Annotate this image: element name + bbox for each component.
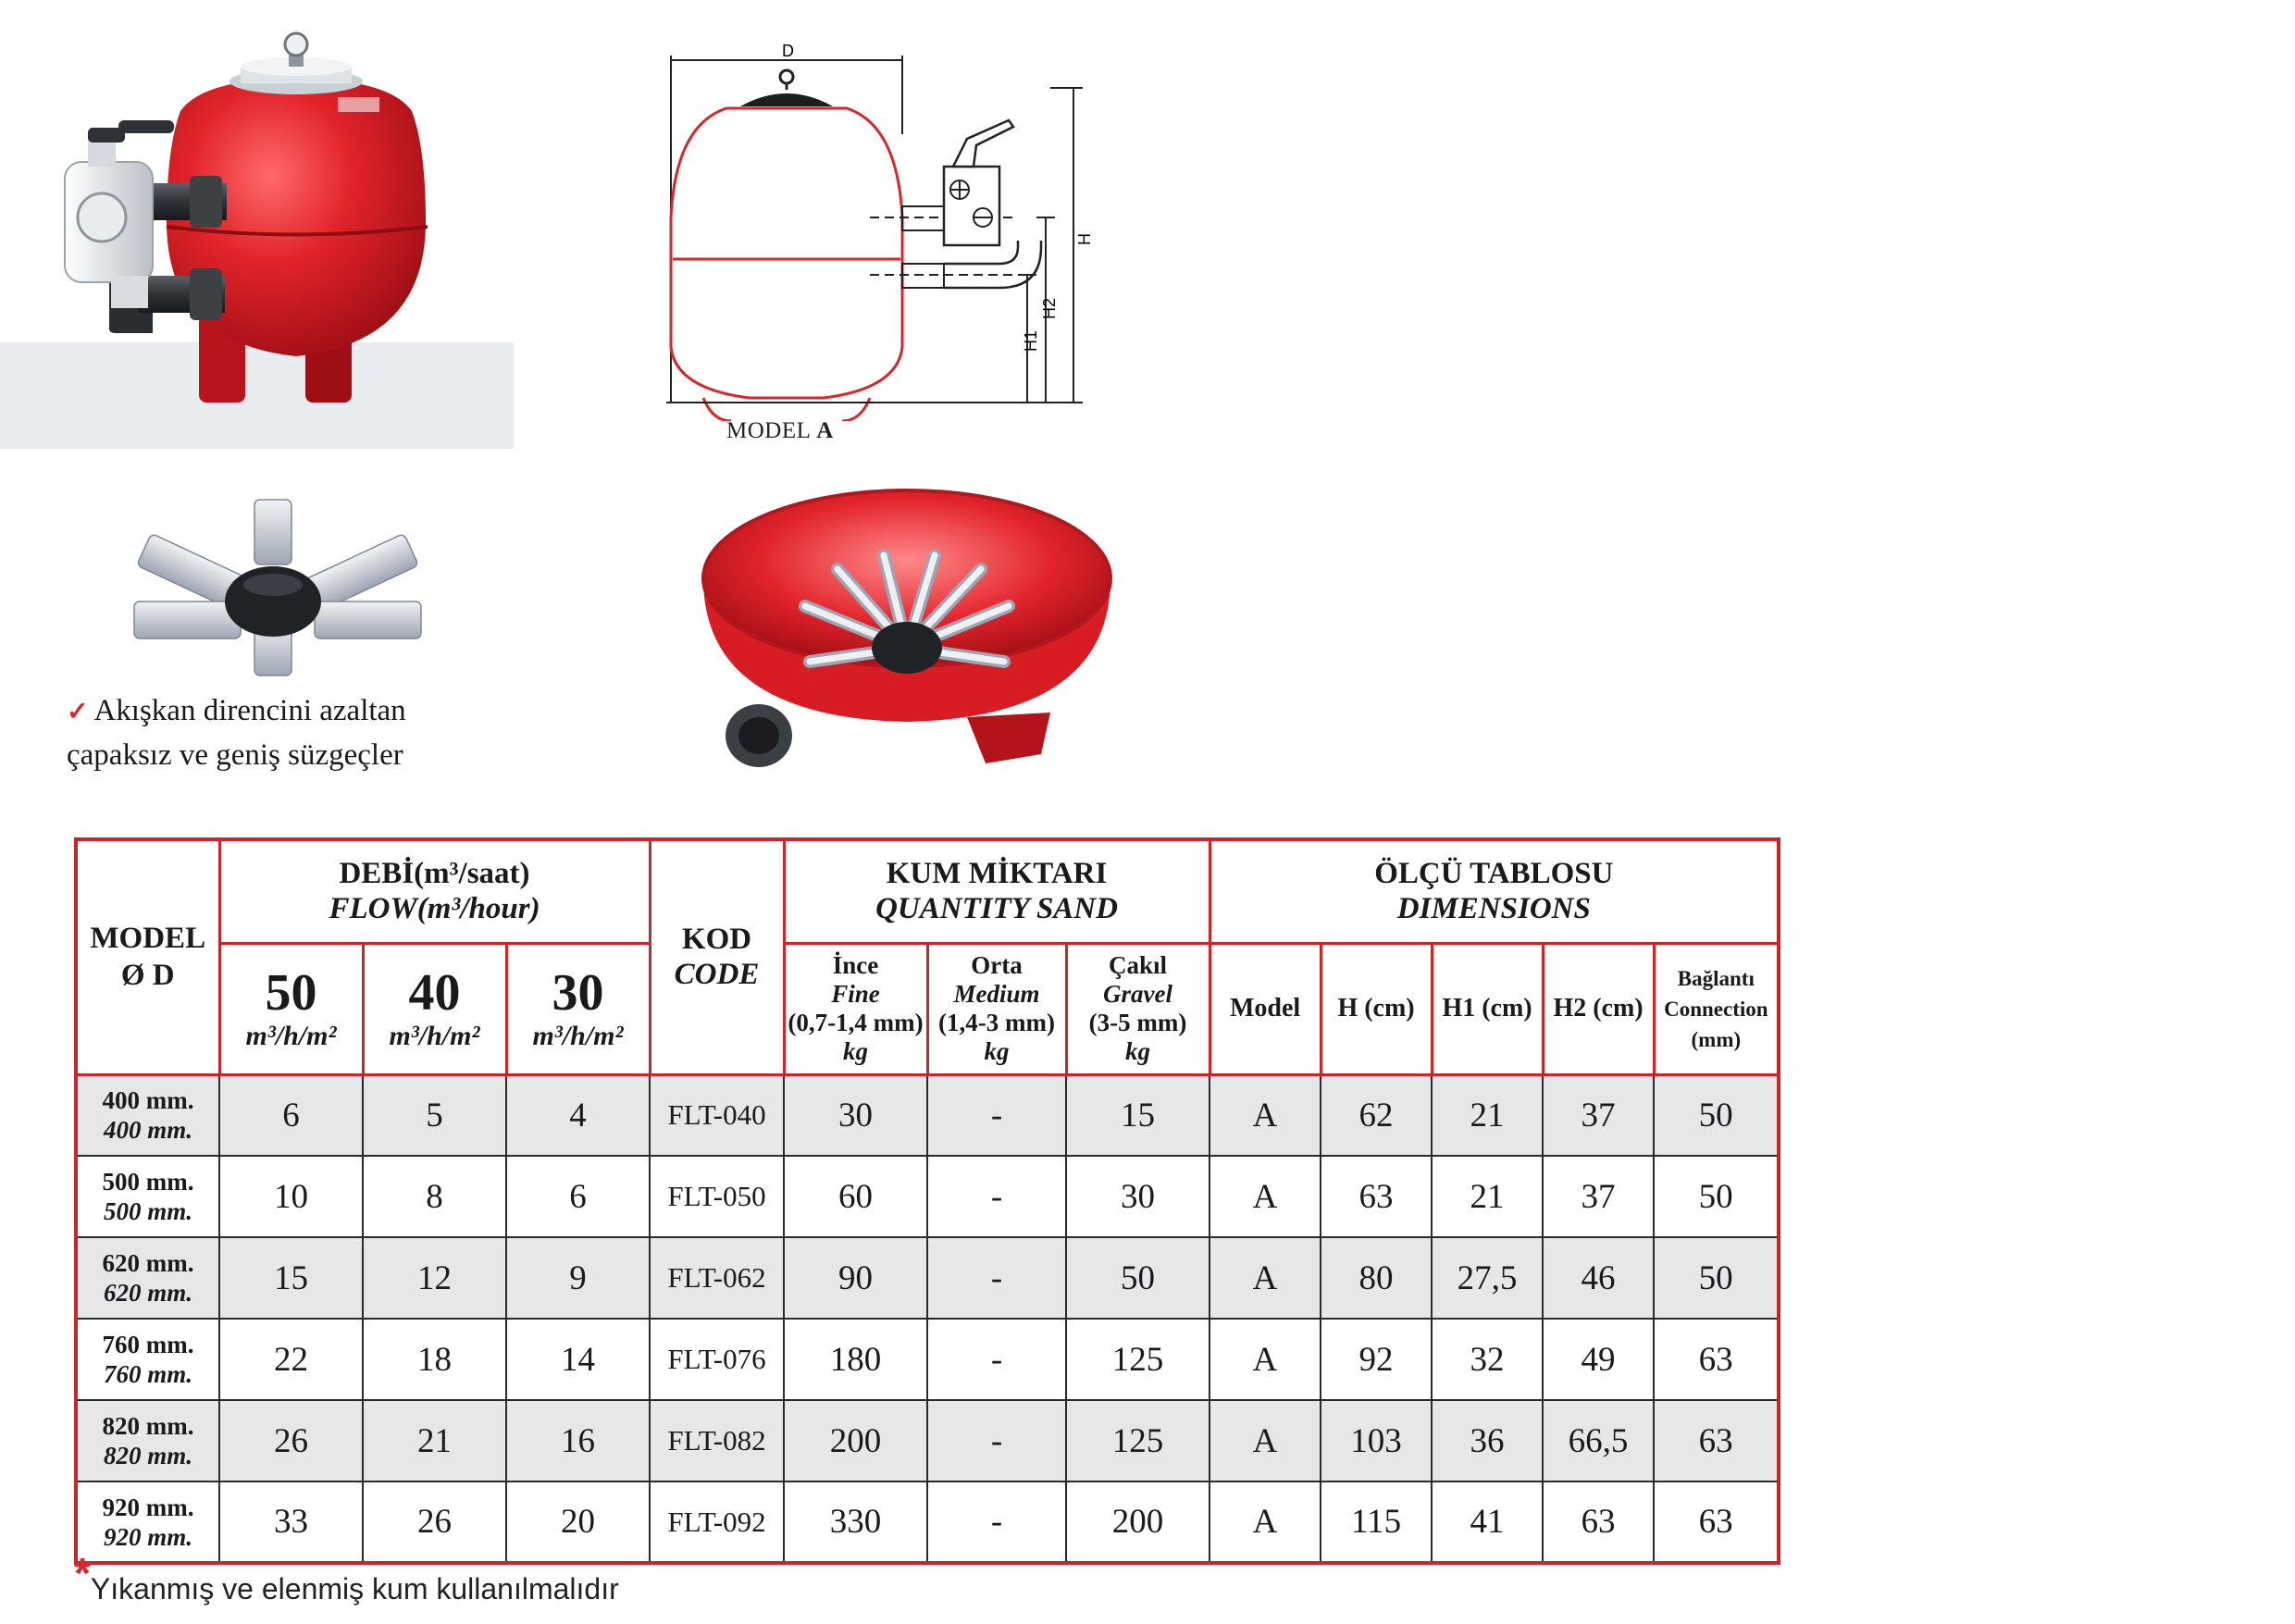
sand-medium-header — [927, 943, 1066, 1074]
dim-label-h2: H2 — [1040, 297, 1059, 319]
feature-note-text-1: Akışkan direncini azaltan — [93, 694, 406, 727]
code-cell: FLT-076 — [650, 1319, 784, 1400]
footnote — [74, 1549, 619, 1609]
model-size-en: 400 mm. — [103, 1116, 192, 1145]
sand-gravel-header — [1066, 943, 1210, 1074]
sand-fine-cell: 30 — [784, 1074, 927, 1156]
dim-h2-header: H2 (cm) — [1543, 943, 1654, 1074]
technical-drawing — [648, 32, 1110, 467]
sand-unit: kg — [843, 1037, 869, 1065]
sand-fine-cell: 330 — [784, 1481, 927, 1563]
sand-en-label: Fine — [831, 980, 880, 1008]
sand-gravel-cell: 30 — [1066, 1156, 1210, 1237]
dim-h-cell: 103 — [1321, 1400, 1432, 1481]
filter-bottom-image — [689, 477, 1124, 773]
dimensions-header-en: DIMENSIONS — [1396, 892, 1591, 926]
spec-table-container — [74, 837, 1777, 1550]
model-size-en: 500 mm. — [103, 1197, 192, 1225]
code-cell: FLT-092 — [650, 1481, 784, 1563]
connection-cell: 63 — [1654, 1400, 1779, 1481]
dim-label-h1: H1 — [1022, 329, 1040, 352]
dim-model-header: Model — [1210, 943, 1321, 1074]
dim-h1-cell: 21 — [1432, 1074, 1543, 1156]
feature-note-text-2: çapaksız ve geniş süzgeçler — [67, 738, 403, 772]
sand-tr-label: Orta — [971, 951, 1023, 979]
dim-h2-cell: 49 — [1543, 1319, 1654, 1400]
dim-h-cell: 62 — [1321, 1074, 1432, 1156]
flow-rate-value: 50 — [265, 964, 317, 1022]
connection-cell: 50 — [1654, 1237, 1779, 1319]
connection-cell: 63 — [1654, 1481, 1779, 1563]
sand-medium-cell: - — [927, 1156, 1066, 1237]
sand-header-tr: KUM MİKTARI — [886, 857, 1108, 891]
dim-h1-cell: 27,5 — [1432, 1237, 1543, 1319]
dim-h1-header: H1 (cm) — [1432, 943, 1543, 1074]
flow-40-cell: 5 — [363, 1074, 506, 1156]
sand-fine-cell: 90 — [784, 1237, 927, 1319]
sand-gravel-cell: 50 — [1066, 1237, 1210, 1319]
flow-rate-unit: m³/h/m² — [245, 1021, 337, 1051]
flow-30-cell: 16 — [506, 1400, 650, 1481]
diagram-caption — [726, 418, 834, 444]
dimensions-header — [1210, 839, 1779, 943]
dim-h2-cell: 37 — [1543, 1074, 1654, 1156]
table-row — [76, 1074, 1779, 1156]
flow-40-cell: 12 — [363, 1237, 506, 1319]
model-size-en: 620 mm. — [103, 1279, 192, 1307]
connection-header-en: Connection — [1664, 997, 1768, 1021]
flow-rate-50-header — [219, 943, 363, 1074]
flow-rate-30-header — [506, 943, 650, 1074]
flow-50-cell: 33 — [219, 1481, 363, 1563]
flow-header — [219, 839, 650, 943]
connection-cell: 50 — [1654, 1156, 1779, 1237]
feature-note-line1 — [67, 689, 511, 734]
dim-h1-cell: 32 — [1432, 1319, 1543, 1400]
flow-40-cell: 21 — [363, 1400, 506, 1481]
sand-unit: kg — [984, 1037, 1010, 1065]
dim-label-h: H — [1075, 233, 1094, 245]
flow-50-cell: 22 — [219, 1319, 363, 1400]
table-row — [76, 1319, 1779, 1400]
model-size-tr: 620 mm. — [102, 1249, 194, 1277]
flow-30-cell: 20 — [506, 1481, 650, 1563]
table-row — [76, 1481, 1779, 1563]
dim-h-cell: 63 — [1321, 1156, 1432, 1237]
spec-table-body — [76, 1074, 1779, 1563]
feature-note — [67, 689, 511, 777]
flow-50-cell: 10 — [219, 1156, 363, 1237]
sand-gravel-cell: 15 — [1066, 1074, 1210, 1156]
connection-header — [1654, 943, 1779, 1074]
flow-rate-unit: m³/h/m² — [389, 1021, 480, 1051]
sand-fine-header — [784, 943, 927, 1074]
table-row — [76, 1237, 1779, 1319]
dim-model-cell: A — [1210, 1400, 1321, 1481]
dim-h1-cell: 36 — [1432, 1400, 1543, 1481]
sand-gravel-cell: 125 — [1066, 1319, 1210, 1400]
flow-rate-value: 40 — [408, 964, 461, 1022]
sand-tr-label: İnce — [832, 951, 879, 979]
dim-model-cell: A — [1210, 1156, 1321, 1237]
sand-gravel-cell: 125 — [1066, 1400, 1210, 1481]
dim-h-header: H (cm) — [1321, 943, 1432, 1074]
filter-bottom-bowl-icon — [689, 477, 1124, 773]
model-size-cell — [76, 1400, 219, 1481]
dim-h-cell: 80 — [1321, 1237, 1432, 1319]
flow-50-cell: 6 — [219, 1074, 363, 1156]
sand-fine-cell: 200 — [784, 1400, 927, 1481]
model-size-cell — [76, 1074, 219, 1156]
code-cell: FLT-062 — [650, 1237, 784, 1319]
tank-dimension-diagram — [648, 32, 1110, 421]
dim-h2-cell: 37 — [1543, 1156, 1654, 1237]
sand-range: (3-5 mm) — [1088, 1009, 1187, 1036]
model-header-line2: Ø D — [120, 959, 175, 993]
sand-medium-cell: - — [927, 1400, 1066, 1481]
sand-header — [784, 839, 1210, 943]
model-size-tr: 760 mm. — [102, 1331, 194, 1358]
dim-model-cell: A — [1210, 1481, 1321, 1563]
model-size-tr: 500 mm. — [102, 1168, 194, 1196]
dim-h1-cell: 41 — [1432, 1481, 1543, 1563]
dim-model-cell: A — [1210, 1074, 1321, 1156]
model-size-en: 820 mm. — [103, 1442, 192, 1469]
table-row — [76, 1156, 1779, 1237]
dim-h-cell: 115 — [1321, 1481, 1432, 1563]
sand-gravel-cell: 200 — [1066, 1481, 1210, 1563]
code-cell: FLT-050 — [650, 1156, 784, 1237]
model-size-cell — [76, 1319, 219, 1400]
spec-table — [74, 837, 1780, 1565]
flow-30-cell: 14 — [506, 1319, 650, 1400]
model-size-cell — [76, 1156, 219, 1237]
code-header-en: CODE — [674, 958, 760, 992]
sand-filter-tank-image — [0, 0, 518, 449]
footnote-text: Yıkanmış ve elenmiş kum kullanılmalıdır — [90, 1572, 619, 1605]
flow-header-tr: DEBİ(m³/saat) — [339, 857, 530, 891]
model-header — [76, 839, 219, 1074]
flow-header-en: FLOW(m³/hour) — [329, 892, 540, 926]
dim-h1-cell: 21 — [1432, 1156, 1543, 1237]
strainer-laterals-icon — [130, 490, 426, 680]
sand-fine-cell: 180 — [784, 1319, 927, 1400]
diagram-caption-prefix: MODEL — [726, 418, 811, 443]
dim-label-d: D — [782, 42, 794, 60]
connection-header-tr: Bağlantı — [1677, 966, 1755, 990]
product-photo — [0, 0, 518, 449]
dim-h2-cell: 63 — [1543, 1481, 1654, 1563]
dim-h2-cell: 46 — [1543, 1237, 1654, 1319]
flow-rate-40-header — [363, 943, 506, 1074]
asterisk-icon: * — [74, 1549, 91, 1597]
model-size-tr: 400 mm. — [102, 1086, 194, 1115]
flow-50-cell: 26 — [219, 1400, 363, 1481]
sand-medium-cell: - — [927, 1319, 1066, 1400]
flow-rate-value: 30 — [552, 964, 604, 1022]
sand-unit: kg — [1125, 1037, 1151, 1065]
model-size-en: 760 mm. — [103, 1360, 192, 1388]
sand-en-label: Medium — [953, 980, 1040, 1008]
dimensions-header-tr: ÖLÇÜ TABLOSU — [1374, 857, 1614, 891]
sand-tr-label: Çakıl — [1109, 951, 1168, 979]
model-size-tr: 920 mm. — [102, 1493, 194, 1521]
dim-model-cell: A — [1210, 1237, 1321, 1319]
connection-header-unit: (mm) — [1691, 1027, 1742, 1051]
model-size-cell — [76, 1237, 219, 1319]
sand-en-label: Gravel — [1103, 980, 1173, 1008]
sand-range: (1,4-3 mm) — [938, 1009, 1055, 1036]
table-row — [76, 1400, 1779, 1481]
model-header-line1: MODEL — [90, 922, 206, 956]
check-icon: ✓ — [67, 698, 89, 726]
dim-h2-cell: 66,5 — [1543, 1400, 1654, 1481]
flow-40-cell: 8 — [363, 1156, 506, 1237]
sand-medium-cell: - — [927, 1074, 1066, 1156]
flow-40-cell: 26 — [363, 1481, 506, 1563]
sand-header-en: QUANTITY SAND — [875, 892, 1118, 926]
connection-cell: 50 — [1654, 1074, 1779, 1156]
code-header-tr: KOD — [681, 923, 752, 957]
sand-fine-cell: 60 — [784, 1156, 927, 1237]
flow-30-cell: 6 — [506, 1156, 650, 1237]
laterals-image — [130, 490, 426, 680]
dim-h-cell: 92 — [1321, 1319, 1432, 1400]
model-size-tr: 820 mm. — [102, 1412, 194, 1440]
flow-50-cell: 15 — [219, 1237, 363, 1319]
model-size-en: 920 mm. — [103, 1522, 192, 1551]
code-cell: FLT-040 — [650, 1074, 784, 1156]
connection-cell: 63 — [1654, 1319, 1779, 1400]
flow-rate-unit: m³/h/m² — [532, 1021, 624, 1051]
code-header — [650, 839, 784, 1074]
flow-30-cell: 4 — [506, 1074, 650, 1156]
sand-medium-cell: - — [927, 1481, 1066, 1563]
dim-model-cell: A — [1210, 1319, 1321, 1400]
sand-range: (0,7-1,4 mm) — [788, 1009, 924, 1036]
flow-40-cell: 18 — [363, 1319, 506, 1400]
code-cell: FLT-082 — [650, 1400, 784, 1481]
diagram-caption-model: A — [816, 418, 834, 443]
model-size-cell — [76, 1481, 219, 1563]
flow-30-cell: 9 — [506, 1237, 650, 1319]
sand-medium-cell: - — [927, 1237, 1066, 1319]
